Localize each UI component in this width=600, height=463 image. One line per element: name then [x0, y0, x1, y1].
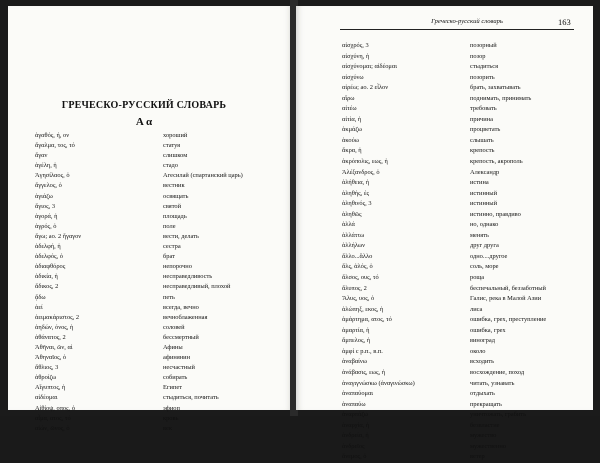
dictionary-entry	[35, 181, 285, 191]
dictionary-entry	[35, 353, 285, 363]
book-title: ГРЕЧЕСКО-РУССКИЙ СЛОВАРЬ	[61, 100, 227, 111]
russian-translation: брат	[163, 253, 175, 261]
greek-headword: αἰτία, ἡ	[342, 115, 362, 123]
russian-translation: афинянин	[163, 354, 191, 362]
dictionary-entry	[342, 410, 587, 421]
greek-headword: ἁμάρτημα, ατος, τό	[342, 316, 392, 324]
greek-headword: αἰσχύνομαι; αἰδέομαι	[342, 63, 397, 71]
russian-translation: роща	[470, 274, 485, 282]
greek-headword: αἱρέω; ao. 2 εἷλον	[342, 84, 389, 92]
greek-headword: Αἰθίοψ, οπος, ὁ	[35, 404, 76, 412]
dictionary-entry	[342, 442, 587, 453]
dictionary-entry	[342, 389, 587, 400]
dictionary-entry	[342, 294, 587, 305]
dictionary-entry	[342, 146, 587, 157]
greek-headword: ἄγγελος, ὁ	[35, 182, 62, 190]
dictionary-entry	[35, 141, 285, 151]
dictionary-entry	[342, 41, 587, 52]
dictionary-entry	[35, 262, 285, 272]
russian-translation: сестра	[163, 243, 181, 251]
russian-translation: мужество	[470, 432, 497, 440]
right-entry-list	[342, 41, 587, 463]
dictionary-entry	[35, 131, 285, 141]
russian-translation: требовать	[470, 105, 497, 113]
greek-headword: ἀλλήλων	[342, 242, 366, 250]
greek-headword: ἀηδών, όνος, ἡ	[35, 323, 74, 331]
dictionary-entry	[342, 368, 587, 379]
dictionary-entry	[35, 212, 285, 222]
greek-headword: ἄδικος, 2	[35, 283, 59, 291]
greek-headword: ἀειμακάριστος, 2	[35, 313, 80, 321]
russian-translation: несправедливый, плохой	[163, 283, 231, 291]
greek-headword: ἀδιαφθόρος	[35, 263, 66, 271]
greek-headword: αἰών, ῶνος, ὁ	[35, 424, 70, 432]
russian-translation: истинный	[470, 200, 498, 208]
greek-headword: Ἀλέξανδρος, ὁ	[342, 168, 380, 176]
russian-translation: Агесилай (спартанский царь)	[163, 172, 243, 180]
dictionary-entry	[35, 393, 285, 403]
russian-translation: крепость	[470, 147, 495, 155]
russian-translation: всегда, вечно	[163, 303, 199, 311]
russian-translation: площадь	[163, 212, 187, 220]
dictionary-entry	[342, 305, 587, 316]
dictionary-entry	[35, 424, 285, 434]
russian-translation: поле	[163, 222, 176, 230]
russian-translation: виноград	[470, 337, 495, 345]
greek-headword: ἀναβαίνω	[342, 358, 368, 366]
dictionary-entry	[35, 202, 285, 212]
russian-translation: петь	[163, 293, 175, 301]
greek-headword: ἄλυπος, 2	[342, 284, 367, 292]
dictionary-entry	[342, 62, 587, 73]
dictionary-entry	[342, 379, 587, 390]
russian-translation: соловей	[163, 323, 185, 331]
russian-translation: статуя	[163, 142, 181, 150]
greek-headword: αἷμα, ατος, τό	[35, 414, 71, 422]
russian-translation: ошибка, грех	[470, 326, 506, 334]
greek-headword: αἴρω	[342, 94, 355, 102]
left-entry-list	[35, 131, 285, 434]
russian-translation: Египет	[163, 384, 182, 392]
russian-translation: лиса	[470, 305, 483, 313]
dictionary-entry	[342, 104, 587, 115]
greek-headword: ἅλς, ἁλός, ὁ	[342, 263, 373, 271]
russian-translation: друг друга	[470, 242, 499, 250]
dictionary-entry	[342, 315, 587, 326]
russian-translation: стадо	[163, 162, 178, 170]
greek-headword: ἀδικία, ἡ	[35, 273, 58, 281]
greek-headword: ἀγέλη, ἡ	[35, 162, 57, 170]
dictionary-entry	[35, 343, 285, 353]
russian-translation: около	[470, 347, 486, 355]
dictionary-entry	[342, 73, 587, 84]
dictionary-entry	[35, 192, 285, 202]
greek-headword: αἰσχρός, 3	[342, 42, 369, 49]
dictionary-entry	[35, 222, 285, 232]
greek-headword: ἄμπελος, ἡ	[342, 337, 371, 345]
russian-translation: собирать	[163, 374, 188, 382]
dictionary-entry	[342, 241, 587, 252]
greek-headword: ἀναρχία, ἡ	[342, 421, 370, 429]
russian-translation: позорить	[470, 73, 495, 81]
russian-translation: менять	[470, 231, 489, 239]
dictionary-entry	[35, 414, 285, 424]
russian-translation: несправедливость	[163, 273, 213, 281]
dictionary-entry	[342, 125, 587, 136]
russian-translation: процветать	[470, 126, 501, 134]
greek-headword: ἀθροίζω	[35, 374, 57, 382]
dictionary-entry	[35, 333, 285, 343]
greek-headword: ἁγιάζω	[35, 192, 53, 200]
greek-headword: ἀκούω	[342, 136, 359, 144]
dictionary-entry	[35, 282, 285, 292]
running-header: Греческо-русский словарь	[431, 18, 503, 25]
russian-translation: век	[163, 424, 172, 432]
russian-translation: крепость, акрополь	[470, 158, 523, 166]
dictionary-entry	[35, 404, 285, 414]
russian-translation: стыдиться	[470, 63, 499, 71]
russian-translation: мужественно	[470, 442, 506, 450]
greek-headword: ἀληθής, ές	[342, 189, 370, 197]
dictionary-entry	[35, 313, 285, 323]
russian-translation: слышать	[470, 136, 494, 144]
russian-translation: безвластие	[470, 421, 500, 429]
russian-translation: вести, делать	[163, 232, 199, 240]
greek-headword: ἀλλάττω	[342, 231, 365, 239]
greek-headword: ἀναπαύομαι	[342, 390, 374, 398]
greek-headword: ἀθάνατος, 2	[35, 333, 66, 341]
russian-translation: несчастный	[163, 364, 195, 372]
russian-translation: эфиоп	[163, 404, 180, 412]
dictionary-entry	[342, 94, 587, 105]
greek-headword: ἀκμάζω	[342, 126, 362, 134]
greek-headword: ἄνεμος, ὁ	[342, 453, 367, 461]
header-rule	[340, 29, 574, 30]
greek-headword: ἀληθῶς	[342, 210, 362, 218]
dictionary-entry	[342, 157, 587, 168]
russian-translation: читать, узнавать	[470, 379, 515, 387]
russian-translation: ветер	[470, 453, 485, 461]
russian-translation: позорный	[470, 42, 497, 49]
russian-translation: уничтожать, грабить	[470, 411, 527, 419]
greek-headword: αἰσχύνη, ἡ	[342, 52, 370, 60]
russian-translation: святой	[163, 202, 182, 210]
russian-translation: ошибка, грех, преступление	[470, 316, 547, 324]
greek-headword: ἀνδρεῖος	[342, 442, 365, 450]
section-letter-heading: Α α	[135, 116, 153, 128]
greek-headword: ἀνάβασις, εως, ἡ	[342, 368, 386, 376]
greek-headword: ἀναγιγνώσκω (ἀναγινώσκω)	[342, 379, 415, 387]
page-number: 163	[558, 17, 571, 27]
greek-headword: ἀδελφή, ἡ	[35, 243, 61, 251]
greek-headword: ἀμφί с р.п., в.п.	[342, 347, 383, 355]
greek-headword: ἅγιος, 3	[35, 202, 56, 210]
dictionary-entry	[342, 199, 587, 210]
greek-headword: αἰτέω	[342, 105, 357, 113]
dictionary-entry	[35, 232, 285, 242]
dictionary-entry	[35, 373, 285, 383]
dictionary-entry	[342, 52, 587, 63]
dictionary-entry	[342, 115, 587, 126]
dictionary-entry	[35, 161, 285, 171]
greek-headword: ἁμαρτία, ἡ	[342, 326, 370, 334]
dictionary-entry	[342, 357, 587, 368]
greek-headword: ᾄδω	[35, 293, 46, 301]
dictionary-entry	[35, 323, 285, 333]
dictionary-entry	[342, 178, 587, 189]
dictionary-entry	[342, 347, 587, 358]
greek-headword: ἀεί	[35, 303, 43, 311]
dictionary-entry	[342, 136, 587, 147]
russian-translation: бессмертный	[163, 333, 199, 341]
greek-headword: ἀληθινός, 3	[342, 200, 372, 208]
greek-headword: ἄθλιος, 3	[35, 364, 59, 372]
russian-translation: непорочно	[163, 263, 192, 271]
greek-headword: ἀλώπηξ, εκος, ἡ	[342, 305, 384, 313]
russian-translation: освящать	[163, 192, 189, 200]
dictionary-entry	[342, 231, 587, 242]
dictionary-entry	[35, 242, 285, 252]
greek-headword: αἰσχύνω	[342, 73, 364, 81]
dictionary-entry	[35, 171, 285, 181]
russian-translation: беспечальный, беззаботный	[470, 284, 546, 292]
greek-headword: ἄλσος, ους, τό	[342, 274, 379, 282]
russian-translation: но, однако	[470, 221, 499, 229]
russian-translation: прекращать	[470, 400, 502, 408]
greek-headword: αἰδέομαι	[35, 394, 58, 402]
greek-headword: Αἴγυπτος, ἡ	[35, 384, 66, 392]
russian-translation: всходить	[470, 358, 495, 366]
greek-headword: ἀνδρεία, ἡ	[342, 432, 369, 440]
left-page	[8, 6, 292, 432]
russian-translation: Галис, река в Малой Азии	[470, 295, 542, 303]
greek-headword: ἀκρόπολις, εως, ἡ	[342, 158, 388, 166]
greek-headword: ἀλήθεια, ἡ	[342, 179, 370, 187]
dictionary-entry	[342, 210, 587, 221]
dictionary-entry	[35, 293, 285, 303]
dictionary-entry	[342, 284, 587, 295]
russian-translation: поднимать, принимать	[470, 94, 532, 102]
right-page	[296, 6, 593, 461]
greek-headword: ἀδελφός, ὁ	[35, 253, 63, 261]
dictionary-entry	[342, 326, 587, 337]
dictionary-entry	[342, 336, 587, 347]
greek-headword: ἀναπαύω	[342, 400, 366, 408]
russian-translation: позор	[470, 52, 486, 60]
russian-translation: Александр	[470, 168, 500, 176]
greek-headword: ἀγαθός, ή, ον	[35, 132, 70, 139]
russian-translation: соль, море	[470, 263, 499, 271]
russian-translation: слишком	[163, 152, 188, 160]
greek-headword: ἀναρπάζω	[342, 411, 368, 419]
dictionary-entry	[342, 421, 587, 432]
russian-translation: кровь	[163, 414, 179, 422]
russian-translation: Афины	[163, 343, 183, 351]
greek-headword: ἄγαλμα, τος, τό	[35, 142, 75, 150]
dictionary-entry	[35, 363, 285, 373]
dictionary-entry	[342, 262, 587, 273]
greek-headword: Ἀθῆναι, ῶν, αἱ	[35, 343, 73, 351]
russian-translation: хороший	[163, 132, 188, 139]
dictionary-entry	[342, 83, 587, 94]
dictionary-entry	[35, 303, 285, 313]
russian-translation: вестник	[163, 182, 185, 190]
dictionary-entry	[35, 272, 285, 282]
russian-translation: одно....другое	[470, 252, 508, 260]
dictionary-entry	[342, 220, 587, 231]
greek-headword: ἀλλά	[342, 221, 355, 229]
russian-translation: брать, захватывать	[470, 84, 521, 92]
greek-headword: Ἅλυς, υος, ὁ	[342, 295, 375, 303]
russian-translation: истинно, правдиво	[470, 210, 521, 218]
dictionary-entry	[342, 400, 587, 411]
greek-headword: Ἀγησίλαος, ὁ	[35, 172, 70, 180]
dictionary-entry	[342, 452, 587, 463]
greek-headword: ἄγαν	[35, 152, 48, 160]
dictionary-entry	[35, 252, 285, 262]
dictionary-entry	[342, 431, 587, 442]
russian-translation: истина	[470, 179, 489, 187]
dictionary-entry	[342, 252, 587, 263]
greek-headword: ἀγορά, ἡ	[35, 212, 58, 220]
greek-headword: ἀγρός, ὁ	[35, 222, 57, 230]
greek-headword: ἄγω; ao. 2 ἤγαγον	[35, 232, 82, 240]
russian-translation: отдыхать	[470, 390, 495, 398]
russian-translation: стыдиться, почитать	[163, 394, 219, 402]
russian-translation: истинный	[470, 189, 498, 197]
dictionary-entry	[342, 168, 587, 179]
greek-headword: Ἀθηναῖος, ὁ	[35, 354, 67, 362]
dictionary-entry	[342, 273, 587, 284]
dictionary-entry	[35, 151, 285, 161]
dictionary-entry	[342, 189, 587, 200]
russian-translation: восхождение, поход	[470, 368, 525, 376]
greek-headword: ἄλλο...ἄλλο	[342, 252, 373, 260]
greek-headword: ἄκρα, ἡ	[342, 147, 362, 155]
russian-translation: причина	[470, 115, 493, 123]
russian-translation: вечноблаженная	[163, 313, 208, 321]
dictionary-entry	[35, 383, 285, 393]
